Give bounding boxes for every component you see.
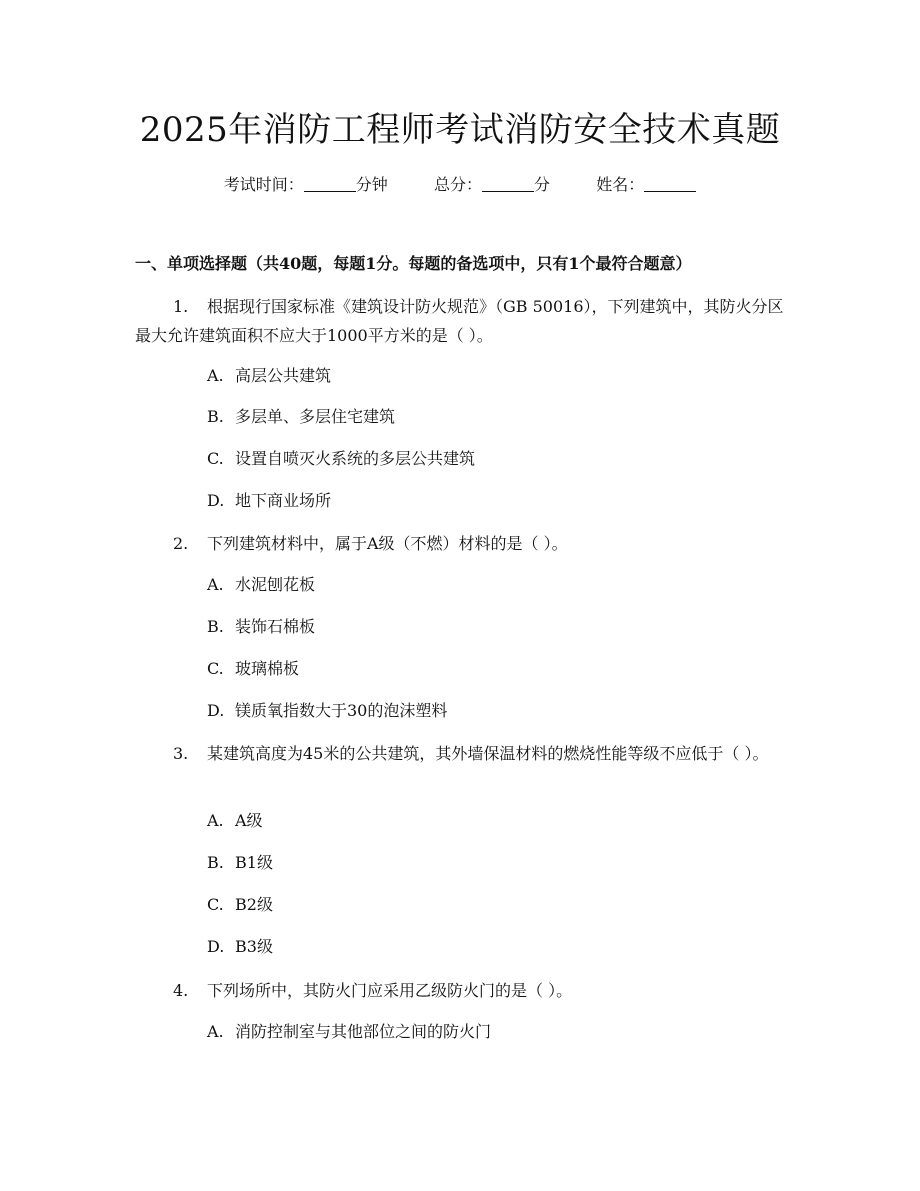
exam-time-unit: 分钟 (355, 175, 388, 194)
exam-time-label: 考试时间： (223, 175, 304, 194)
question-2 (135, 529, 787, 558)
exam-time-field (224, 172, 388, 198)
option-letter: C. (207, 449, 224, 468)
option-1a (207, 362, 331, 390)
question-text: 下列建筑材料中，属于A级（不燃）材料的是（ ）。 (207, 534, 568, 553)
option-2b (207, 613, 315, 641)
option-letter: A. (207, 366, 224, 385)
question-1 (135, 292, 787, 350)
option-3b (207, 849, 273, 877)
name-blank (644, 175, 696, 192)
option-text: 镁质氧指数大于30的泡沫塑料 (235, 701, 448, 720)
option-letter: C. (207, 895, 224, 914)
option-text: B3级 (235, 937, 273, 956)
option-letter: A. (207, 1022, 224, 1041)
option-letter: D. (207, 937, 225, 956)
total-score-label: 总分： (433, 175, 482, 194)
option-text: 高层公共建筑 (235, 366, 332, 385)
option-letter: D. (207, 701, 225, 720)
question-text: 下列场所中，其防火门应采用乙级防火门的是（ ）。 (207, 981, 573, 1000)
question-text: 某建筑高度为45米的公共建筑，其外墙保温材料的燃烧性能等级不应低于（ ）。 (207, 744, 769, 763)
option-2c (207, 655, 299, 683)
option-1b (207, 403, 395, 431)
question-3 (135, 739, 787, 768)
option-letter: B. (207, 407, 224, 426)
option-text: 地下商业场所 (235, 491, 332, 510)
option-1d (207, 487, 331, 515)
option-text: 设置自喷灭火系统的多层公共建筑 (235, 449, 476, 468)
option-text: A级 (235, 811, 263, 830)
option-2d (207, 697, 447, 725)
exam-info-line (0, 172, 920, 198)
option-letter: A. (207, 811, 224, 830)
option-letter: B. (207, 617, 224, 636)
name-field (596, 172, 696, 198)
option-3a (207, 807, 263, 835)
option-text: 玻璃棉板 (235, 659, 300, 678)
question-text: 根据现行国家标准《建筑设计防火规范》（GB 50016），下列建筑中，其防火分区最大允许建筑面积不应大于1000平方米的是（ ）。 (135, 297, 784, 345)
total-score-unit: 分 (534, 175, 551, 194)
option-text: 多层单、多层住宅建筑 (235, 407, 396, 426)
question-number: 1. (173, 297, 189, 316)
option-4a (207, 1018, 491, 1046)
option-2a (207, 571, 315, 599)
exam-time-blank (304, 175, 356, 192)
option-3c (207, 891, 273, 919)
name-label: 姓名： (596, 175, 645, 194)
question-number: 2. (173, 534, 189, 553)
option-letter: C. (207, 659, 224, 678)
total-score-field (434, 172, 550, 198)
option-text: B2级 (235, 895, 273, 914)
option-text: 装饰石棉板 (235, 617, 316, 636)
option-text: 消防控制室与其他部位之间的防火门 (235, 1022, 492, 1041)
question-number: 4. (173, 981, 189, 1000)
page-title: 2025年消防工程师考试消防安全技术真题 (139, 110, 781, 150)
option-1c (207, 445, 475, 473)
option-text: B1级 (235, 853, 273, 872)
section-heading: 一、单项选择题（共40题，每题1分。每题的备选项中，只有1个最符合题意） (135, 254, 692, 273)
question-number: 3. (173, 744, 189, 763)
option-3d (207, 933, 273, 961)
total-score-blank (482, 175, 534, 192)
option-text: 水泥刨花板 (235, 575, 316, 594)
question-4 (135, 976, 787, 1005)
option-letter: D. (207, 491, 225, 510)
option-letter: B. (207, 853, 224, 872)
option-letter: A. (207, 575, 224, 594)
